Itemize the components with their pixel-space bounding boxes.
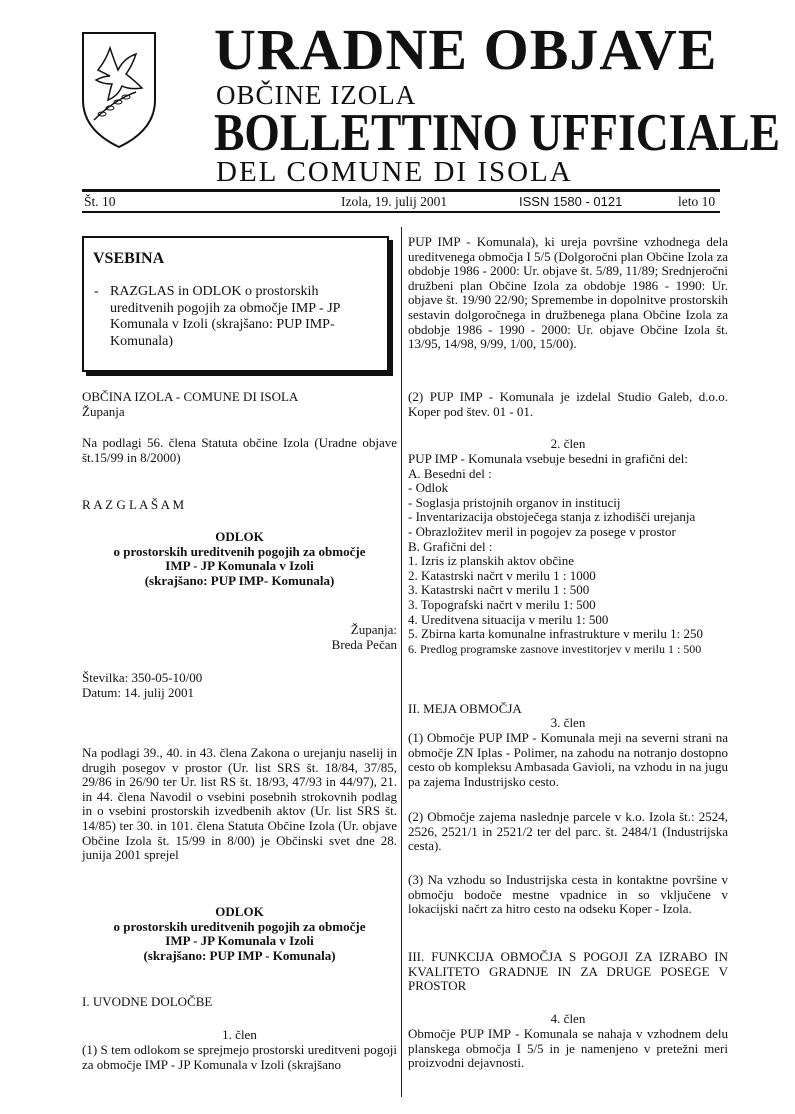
clen-4-heading: 4. člen xyxy=(550,1011,586,1026)
part-a-item: - Inventarizacija obstoječega stanja z izhodišči urejanja xyxy=(408,509,696,525)
proclamation: R A Z G L A Š A M xyxy=(82,497,185,512)
masthead-title-slovene: URADNE OBJAVE xyxy=(214,17,718,82)
part-a-item: - Obrazložitev meril in pogojev za posege v prostor xyxy=(408,523,676,539)
clen-2-list xyxy=(408,452,728,656)
odlok-heading-2 xyxy=(82,905,397,963)
clen-3-paragraph-2: (2) Območje zajema naslednje parcele v k.o. Izola št.: 2524, 2526, 2521/1 in 2521/2 ter del parc. št. 2484/1 (Industrijska cesta). xyxy=(408,809,728,854)
odlok-1-title: ODLOK xyxy=(215,529,264,544)
clen-1-continuation: PUP IMP - Komunala), ki ureja površine vzhodnega dela ureditvenega območja I 5/5 (Dolgoročni plan Občine Izola za obdobje 1986 - 2000: Ur. objave št. 5/89, 11/89; Srednjeročni družbeni plan Občine Izola za obdobje 1986 - 1990: Ur. objave št. 19/90 22/90; Spremembe in dopolnitve prostorskih sestavin dolgoročnega in družbenega plana Občine Izola za obdobje 1986 - 1990 - 2000: Ur. objave Občine Izola št. 13/95, 14/98, 9/99, 1/00, 15/00). xyxy=(408,234,728,352)
masthead-subtitle-slovene: OBČINE IZOLA xyxy=(216,80,417,110)
odlok-1-line2: o prostorskih ureditvenih pogojih za območje xyxy=(113,543,366,559)
issue-number: Št. 10 xyxy=(84,194,116,209)
part-b-item: 5. Zbirna karta komunalne infrastrukture v merilu 1: 250 xyxy=(408,626,703,642)
dove-crest-icon xyxy=(80,30,158,150)
signature-block xyxy=(82,623,397,652)
masthead-title-italian: BOLLETTINO UFFICIALE xyxy=(214,104,781,162)
contents-item-dash: - xyxy=(94,284,99,299)
issuer-office: Županja xyxy=(82,403,125,419)
legal-basis-statute: Na podlagi 56. člena Statuta občine Izola (Uradne objave št.15/99 in 8/2000) xyxy=(82,435,397,465)
clen-1-text: (1) S tem odlokom se sprejmejo prostorski ureditveni pogoji za območje IMP - JP Komunala v Izoli (skrajšano xyxy=(82,1042,397,1072)
clen-1-heading: 1. člen xyxy=(222,1027,257,1042)
clen-3-paragraph-1: (1) Območje PUP IMP - Komunala meji na severni strani na območje ZN Iplas - Polimer, na zahodu na notranjo dostopno cesto ob kompleksu Ambasada Gavioli, na vzhodu in na jugu pa zajema Industrijsko cesto. xyxy=(408,730,728,789)
contents-box xyxy=(82,236,389,372)
contents-item-text: RAZGLAS in ODLOK o prostorskih ureditvenih pogojih za območje IMP - JP Komunala v Izoli (skrajšano: PUP IMP-Komunala) xyxy=(110,284,340,349)
clen-2-heading: 2. člen xyxy=(550,436,586,451)
column-divider xyxy=(401,227,402,1097)
section-3-heading: III. FUNKCIJA OBMOČJA S POGOJI ZA IZRABO IN KVALITETO GRADNJE IN ZA DRUGE POSEGE V PROSTOR xyxy=(408,949,728,994)
odlok-1-line3: IMP - JP Komunala v Izoli xyxy=(165,558,314,574)
masthead-rule-bottom xyxy=(82,211,720,213)
odlok-2-line3: IMP - JP Komunala v Izoli xyxy=(165,933,314,949)
odlok-2-title: ODLOK xyxy=(215,904,264,919)
section-1-heading: I. UVODNE DOLOČBE xyxy=(82,994,213,1009)
part-b-item: 6. Predlog programske zasnove investitorjev v merilu 1 : 500 xyxy=(408,641,702,656)
odlok-2-line2: o prostorskih ureditvenih pogojih za območje xyxy=(113,918,366,934)
issn: ISSN 1580 - 0121 xyxy=(519,194,623,209)
clen-2-intro: PUP IMP - Komunala vsebuje besedni in grafični del: xyxy=(408,451,688,466)
reference-block xyxy=(82,671,397,700)
masthead-subtitle-italian: DEL COMUNE DI ISOLA xyxy=(216,156,573,188)
issue-year: leto 10 xyxy=(678,194,716,209)
part-b-item: 4. Ureditvena situacija v merilu 1: 500 xyxy=(408,611,609,627)
part-a-item: - Soglasja pristojnih organov in institucij xyxy=(408,494,621,510)
mayor-name: Breda Pečan xyxy=(331,636,397,652)
reference-number: Številka: 350-05-10/00 xyxy=(82,670,203,685)
part-b-item: 3. Katastrski načrt v merilu 1 : 500 xyxy=(408,582,590,598)
part-a-item: - Odlok xyxy=(408,480,449,496)
part-b-item: 1. Izris iz planskih aktov občine xyxy=(408,553,575,569)
masthead-rule-top xyxy=(82,189,720,192)
contents-item xyxy=(94,284,374,350)
mayor-title: Županja: xyxy=(350,622,397,637)
clen-3-heading: 3. člen xyxy=(550,715,586,730)
part-b-item: 2. Katastrski načrt v merilu 1 : 1000 xyxy=(408,567,596,583)
clen-1-paragraph-2: (2) PUP IMP - Komunala je izdelal Studio Galeb, d.o.o. Koper pod štev. 01 - 01. xyxy=(408,389,728,419)
issue-date: Izola, 19. julij 2001 xyxy=(341,194,448,209)
section-2-heading: II. MEJA OBMOČJA xyxy=(408,701,522,716)
part-b-item: 3. Topografski načrt v merilu 1: 500 xyxy=(408,596,596,612)
legal-basis-law: Na podlagi 39., 40. in 43. člena Zakona o urejanju naselij in drugih posegov v prostor (Ur. list SRS št. 18/84, 37/85, 29/86 in 26/90 ter Ur. list RS št. 18/93, 47/93 in 44/97), 21. in 44. člena Navodil o vsebini posebnih strokovnih podlag in o vsebini prostorskih izvedbenih aktov (Ur. list SRS št. 14/85) ter 30. in 101. člena Statuta Občine Izola (Ur. objave Občine Izola št. 15/99 in 8/00) je Občinski svet dne 28. junija 2001 sprejel xyxy=(82,745,397,863)
issuer-block xyxy=(82,390,397,419)
issuer-name: OBČINA IZOLA - COMUNE DI ISOLA xyxy=(82,389,299,404)
part-b-heading: B. Grafični del : xyxy=(408,538,493,554)
part-a-heading: A. Besedni del : xyxy=(408,465,492,481)
odlok-heading-1 xyxy=(82,530,397,588)
reference-date: Datum: 14. julij 2001 xyxy=(82,684,194,700)
clen-3-paragraph-3: (3) Na vzhodu so Industrijska cesta in kontaktne površine v območju bodoče mestne vpadnice in so vključene v lokacijski načrt za hitro cesto na odseku Koper - Izola. xyxy=(408,872,728,917)
odlok-1-line4: (skrajšano: PUP IMP- Komunala) xyxy=(144,572,335,588)
odlok-2-line4: (skrajšano: PUP IMP - Komunala) xyxy=(143,947,336,963)
clen-4-text: Območje PUP IMP - Komunala se nahaja v vzhodnem delu planskega območja I 5/5 in je namenjeno v pretežni meri proizvodni dejavnosti. xyxy=(408,1026,728,1071)
contents-heading: VSEBINA xyxy=(93,250,165,267)
